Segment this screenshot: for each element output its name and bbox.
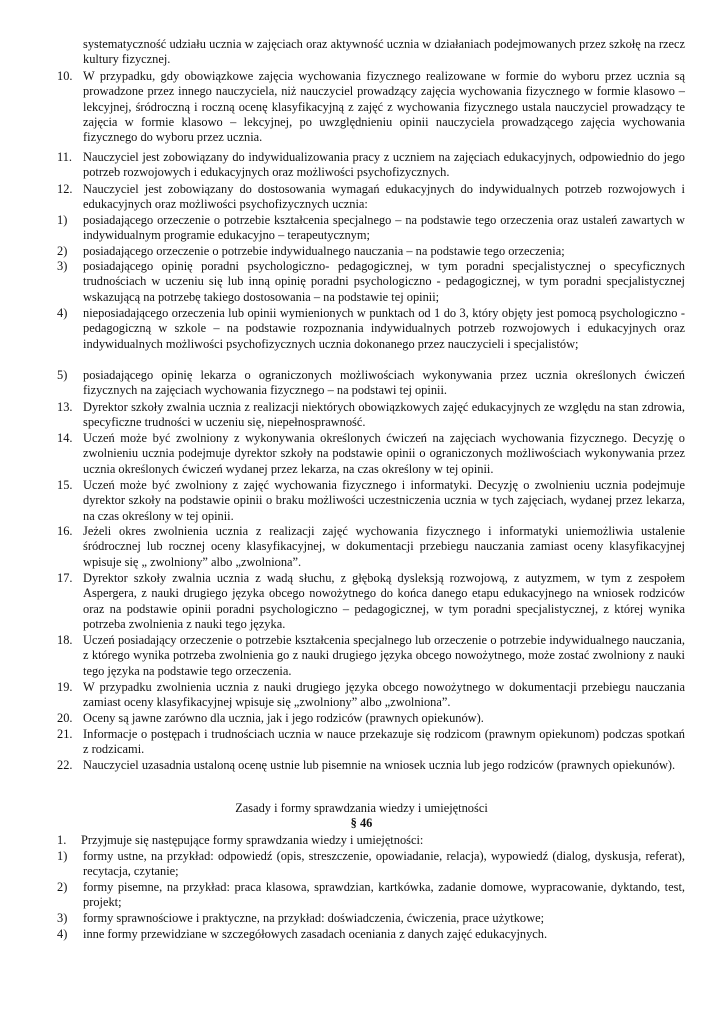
item-number: 1. [57, 833, 67, 847]
item-number: 1) [57, 849, 68, 863]
list-item [57, 711, 685, 726]
item-number: 21. [57, 727, 73, 741]
item-number: 12. [57, 182, 73, 196]
list-item [57, 571, 685, 632]
item-number: 2) [57, 880, 68, 894]
list-item [57, 368, 685, 399]
item-text: formy sprawnościowe i praktyczne, na przykład: doświadczenia, ćwiczenia, prace użytkowe; [83, 911, 545, 925]
item-text: Dyrektor szkoły zwalnia ucznia z realizacji niektórych obowiązkowych zajęć edukacyjnych ze względu na stan zdrowia, specyficzne trudności w uczeniu się, niepełnosprawność. [83, 400, 685, 430]
item-text: Informacje o postępach i trudnościach ucznia w nauce przekazuje się rodzicom (prawnym opiekunom) podczas spotkań z rodzicami. [83, 727, 685, 757]
list-item [57, 244, 685, 259]
list-item [57, 880, 685, 911]
item-text: formy pisemne, na przykład: praca klasowa, sprawdzian, kartkówka, zadanie domowe, wypracowanie, dyktando, test, projekt; [83, 880, 685, 910]
list-item [57, 400, 685, 431]
item-text: posiadającego orzeczenie o potrzebie indywidualnego nauczania – na podstawie tego orzeczenia; [83, 244, 565, 258]
list-item [57, 431, 685, 477]
item-number: 4) [57, 306, 68, 320]
item-text: Uczeń może być zwolniony z wykonywania określonych ćwiczeń na zajęciach wychowania fizycznego. Decyzję o zwolnieniu ucznia podejmuje dyrektor szkoły na podstawie opinii o ograniczonych możliwościach wykonywania przez ucznia określonych ćwiczeń wydanej przez lekarza, na czas określony w tej opinii. [83, 431, 685, 476]
list-item [57, 927, 685, 942]
item-text: posiadającego opinię lekarza o ograniczonych możliwościach wykonywania przez ucznia określonych ćwiczeń fizycznych na zajęciach wychowania fizycznego – na podstawi tej opinii. [83, 368, 685, 398]
list-item [57, 524, 685, 570]
item-text: W przypadku, gdy obowiązkowe zajęcia wychowania fizycznego realizowane w formie do wyboru przez ucznia są prowadzone przez innego nauczyciela, niż nauczyciel prowadzący zajęcia wychowania fizycznego w formie klasowo – lekcyjnej, śródroczną i roczną ocenę klasyfikacyjną z zajęć z wychowania fizycznego ustala nauczyciel prowadzący te zajęcia w formie klasowo – lekcyjnej, po uwzględnieniu opinii nauczyciela prowadzącego zajęcia wychowania fizycznego do wyboru przez ucznia. [83, 69, 685, 145]
item-text: nieposiadającego orzeczenia lub opinii wymienionych w punktach od 1 do 3, który objęty jest pomocą psychologiczno - pedagogiczną w szkole – na podstawie rozpoznania indywidualnych potrzeb rozwojowych i edukacyjnych oraz indywidualnych możliwości psychofizycznych ucznia dokonanego przez nauczycieli i specjalistów; [83, 306, 685, 351]
item-text: Dyrektor szkoły zwalnia ucznia z wadą słuchu, z głęboką dysleksją rozwojową, z autyzmem, w tym z zespołem Aspergera, z nauki drugiego języka obcego nowożytnego do końca danego etapu edukacyjnego na wniosek rodziców oraz na podstawie opinii poradni psychologiczno – pedagogicznej, w tym poradni specjalistycznej, z której wynika potrzeba zwolnienia z nauki tego języka. [83, 571, 685, 631]
item-text: Nauczyciel uzasadnia ustaloną ocenę ustnie lub pisemnie na wniosek ucznia lub jego rodziców (prawnych opiekunów). [83, 758, 676, 772]
item-number: 3) [57, 911, 68, 925]
item-number: 2) [57, 244, 68, 258]
item-number: 17. [57, 571, 73, 585]
item-number: 10. [57, 69, 73, 83]
list-item [57, 213, 685, 244]
list-item [57, 849, 685, 880]
list-item [57, 259, 685, 305]
list-item [57, 633, 685, 679]
item-text: Nauczyciel jest zobowiązany do indywidualizowania pracy z uczniem na zajęciach edukacyjnych, odpowiednio do jego potrzeb rozwojowych i edukacyjnych oraz możliwości psychofizycznych. [83, 150, 685, 180]
list-item [57, 833, 685, 848]
item-text: posiadającego opinię poradni psychologiczno- pedagogicznej, w tym poradni specjalistycznej o specyficznych trudnościach w uczeniu się lub inną opinię poradni psychologiczno - pedagogicznej, w tym poradni specjalistycznej wskazującą na potrzebę takiego dostosowania – na podstawie tej opinii; [83, 259, 685, 304]
item-number: 3) [57, 259, 68, 273]
item-text: formy ustne, na przykład: odpowiedź (opis, streszczenie, opowiadanie, relacja), wypowiedź (dialog, dyskusja, referat), recytacja, czytanie; [83, 849, 685, 879]
item-text: Uczeń może być zwolniony z zajęć wychowania fizycznego i informatyki. Decyzję o zwolnieniu ucznia podejmuje dyrektor szkoły na podstawie opinii o braku możliwości uczestniczenia ucznia w tych zajęciach, wydanej przez lekarza, na czas określony w tej opinii. [83, 478, 685, 523]
item-text: Uczeń posiadający orzeczenie o potrzebie kształcenia specjalnego lub orzeczenie o potrzebie indywidualnego nauczania, z którego wynika potrzeba zwolnienia go z nauki drugiego języka obcego nowożytnego, może zostać zwolniony z nauki tego języka na podstawie tego orzeczenia. [83, 633, 685, 678]
item-number: 19. [57, 680, 73, 694]
list-item [57, 306, 685, 352]
item-number: 11. [57, 150, 73, 164]
list-item [57, 478, 685, 524]
item-number: 22. [57, 758, 73, 772]
item-text: W przypadku zwolnienia ucznia z nauki drugiego języka obcego nowożytnego w dokumentacji przebiegu nauczania zamiast oceny klasyfikacyjnej wpisuje się „zwolniony” albo „zwolniona”. [83, 680, 685, 710]
item-text: posiadającego orzeczenie o potrzebie kształcenia specjalnego – na podstawie tego orzeczenia oraz ustaleń zawartych w indywidualnym programie edukacyjno – terapeutycznym; [83, 213, 685, 243]
item-number: 4) [57, 927, 68, 941]
item-number: 14. [57, 431, 73, 445]
item-number: 5) [57, 368, 68, 382]
item-text: inne formy przewidziane w szczegółowych zasadach oceniania z danych zajęć edukacyjnych. [83, 927, 548, 941]
list-item [57, 182, 685, 213]
list-item [57, 69, 685, 145]
item-text: Oceny są jawne zarówno dla ucznia, jak i jego rodziców (prawnych opiekunów). [83, 711, 484, 725]
item-number: 20. [57, 711, 73, 725]
list-item [57, 150, 685, 181]
list-item [57, 727, 685, 758]
item-number: 15. [57, 478, 73, 492]
item-text: Przyjmuje się następujące formy sprawdzania wiedzy i umiejętności: [81, 833, 424, 847]
section-title: Zasady i formy sprawdzania wiedzy i umiejętności [235, 801, 488, 815]
section-paragraph-sign: § 46 [350, 816, 373, 830]
item-text: Nauczyciel jest zobowiązany do dostosowania wymagań edukacyjnych do indywidualnych potrzeb rozwojowych i edukacyjnych oraz możliwości psychofizycznych ucznia: [83, 182, 685, 212]
list-item [57, 911, 685, 926]
item-number: 13. [57, 400, 73, 414]
item-number: 1) [57, 213, 68, 227]
intro-continuation-text: systematyczność udziału ucznia w zajęciach oraz aktywność ucznia w działaniach podejmowanych przez szkołę na rzecz kultury fizycznej. [83, 37, 685, 67]
list-item [57, 758, 685, 773]
item-number: 16. [57, 524, 73, 538]
item-text: Jeżeli okres zwolnienia ucznia z realizacji zajęć wychowania fizycznego i informatyki uniemożliwia ustalenie śródrocznej lub rocznej oceny klasyfikacyjnej, w dokumentacji przebiegu nauczania zamiast oceny klasyfikacyjnej wpisuje się „ zwolniony” albo „zwolniona”. [83, 524, 685, 569]
item-number: 18. [57, 633, 73, 647]
list-item [57, 680, 685, 711]
